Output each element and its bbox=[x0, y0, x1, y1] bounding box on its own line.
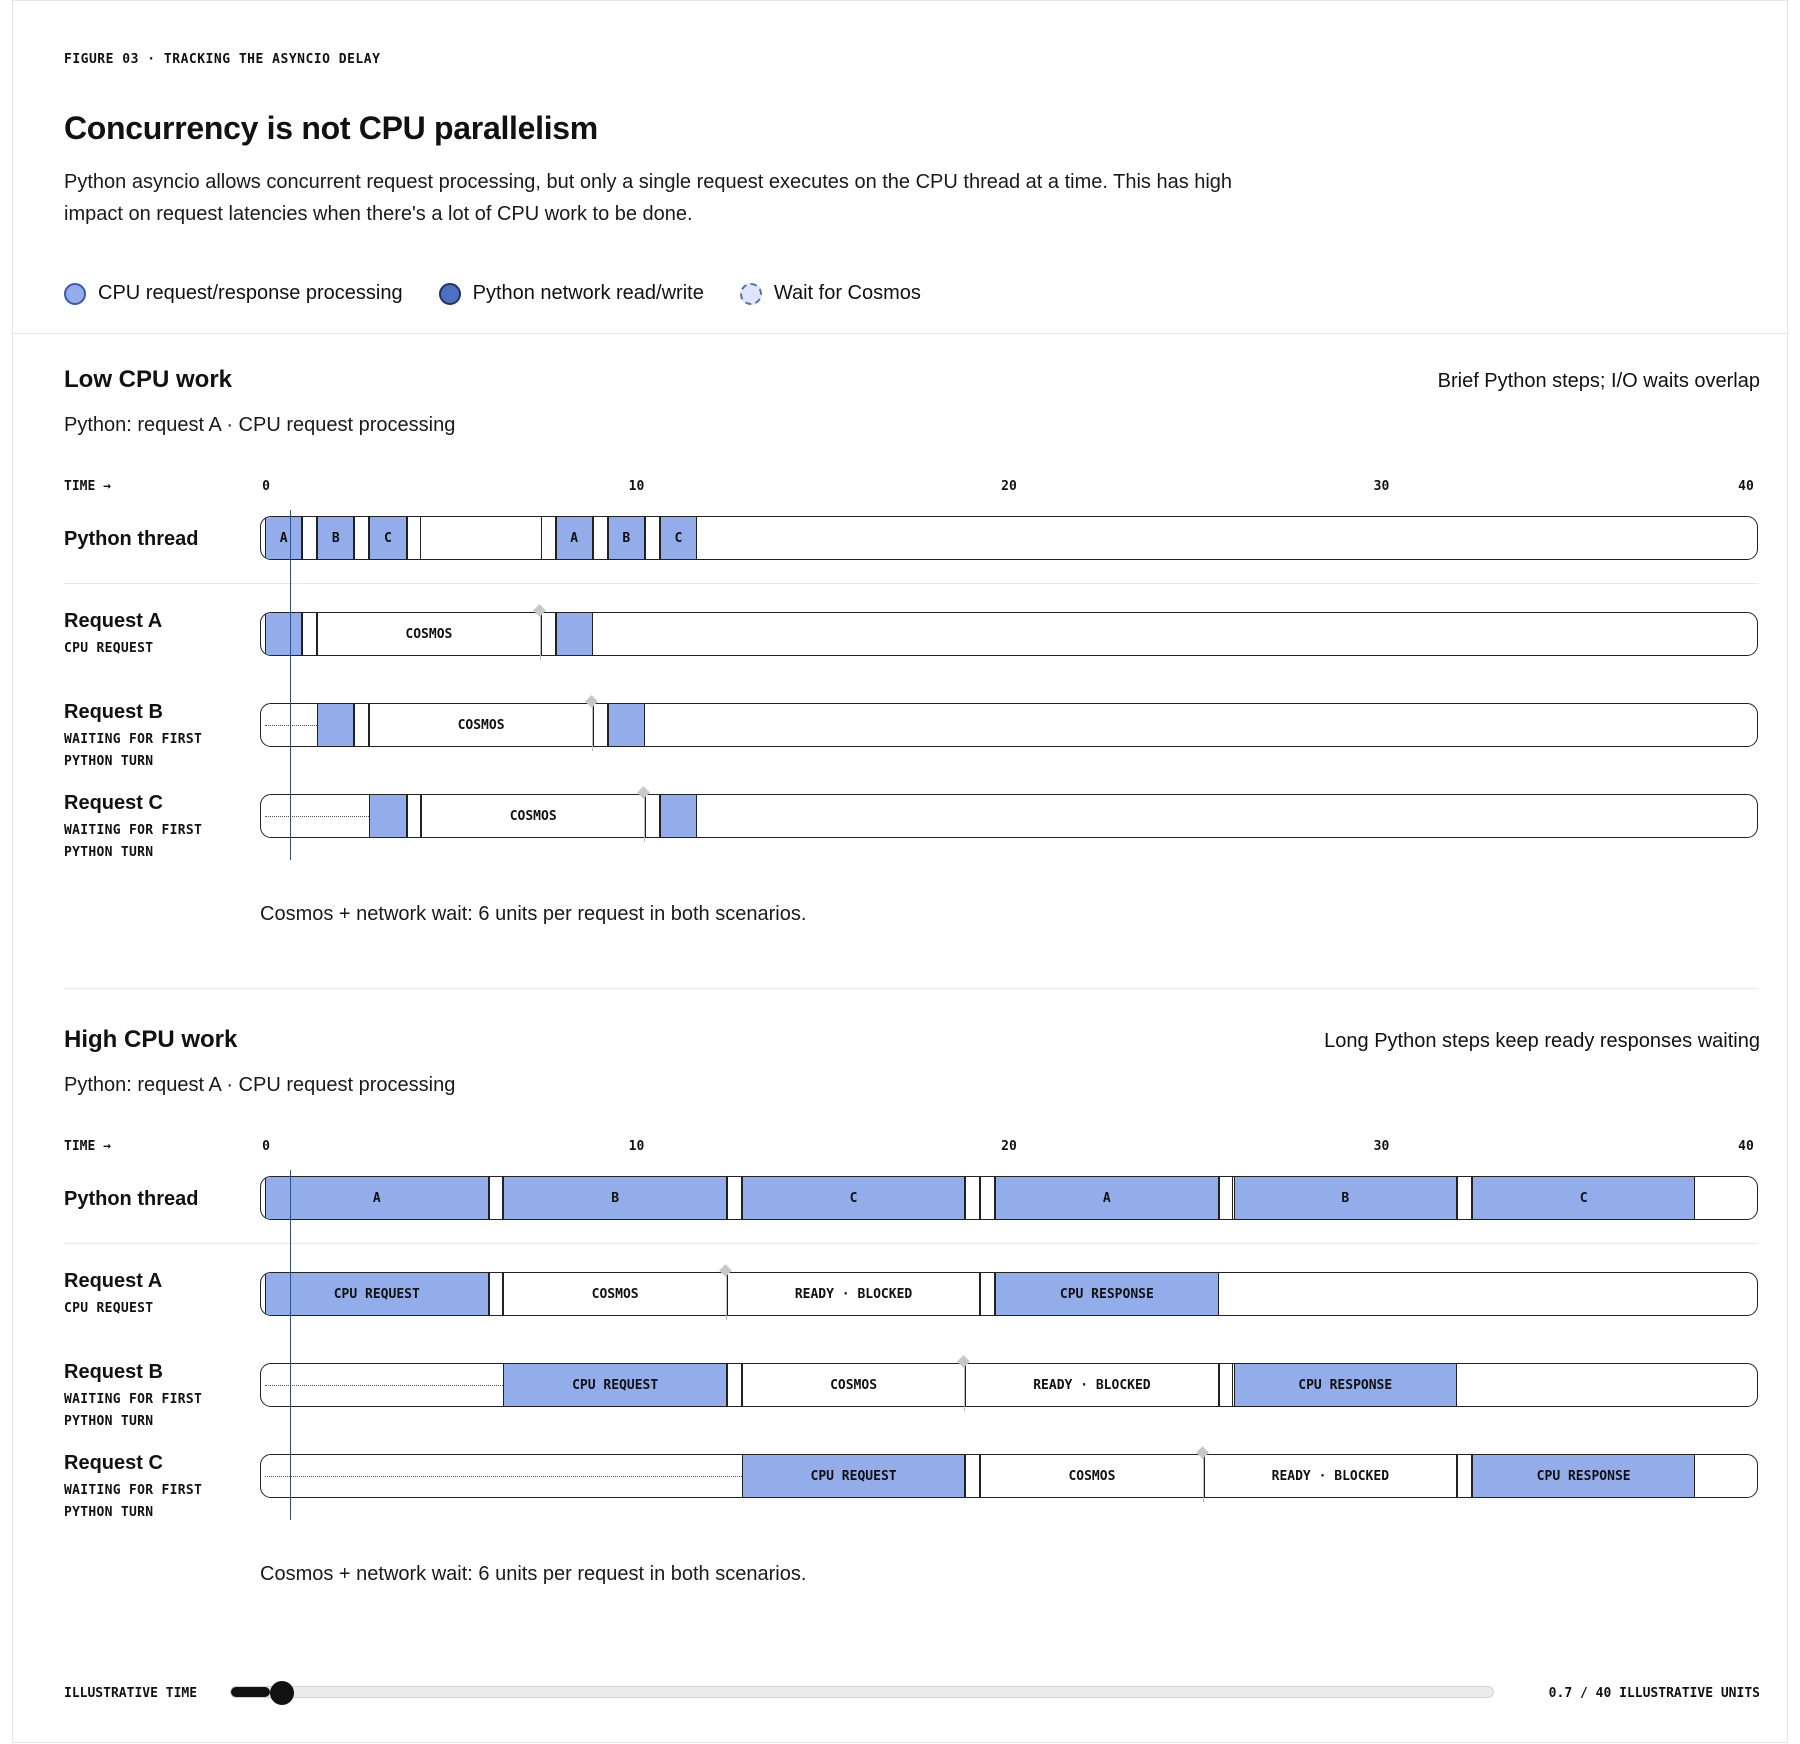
segment-wait: COSMOS bbox=[503, 1273, 727, 1315]
request-track bbox=[260, 1272, 1758, 1316]
thread-row-name: Python thread bbox=[64, 1188, 199, 1210]
legend-label-cpu: CPU request/response processing bbox=[98, 282, 403, 304]
request-row-status: WAITING FOR FIRST PYTHON TURN bbox=[64, 732, 203, 769]
request-track bbox=[260, 1363, 1758, 1407]
segment-net bbox=[645, 795, 660, 837]
queue-wait-line bbox=[265, 1385, 503, 1386]
queue-wait-line bbox=[265, 725, 317, 726]
python-thread-track bbox=[260, 1176, 1758, 1220]
legend-item-wait bbox=[740, 282, 921, 305]
segment-wait: COSMOS bbox=[317, 613, 541, 655]
segment-cpu: CPU REQUEST bbox=[503, 1364, 727, 1406]
segment-cpu: C bbox=[742, 1177, 966, 1219]
segment-net bbox=[489, 1273, 504, 1315]
segment-blocked: READY · BLOCKED bbox=[727, 1273, 980, 1315]
request-track bbox=[260, 794, 1758, 838]
segment-net bbox=[727, 1364, 742, 1406]
cpu-dot-icon bbox=[64, 283, 86, 305]
segment-cpu bbox=[660, 795, 697, 837]
request-row-name: Request B bbox=[64, 1361, 163, 1383]
thread-divider bbox=[64, 1243, 1758, 1244]
time-tick: 10 bbox=[628, 1139, 645, 1154]
segment-net bbox=[980, 1177, 995, 1219]
legend-item-network bbox=[439, 282, 704, 305]
time-axis-label: TIME → bbox=[64, 1139, 111, 1154]
response-ready-marker bbox=[540, 610, 541, 660]
current-time-cursor bbox=[290, 510, 291, 860]
request-row-name: Request A bbox=[64, 610, 163, 632]
request-track bbox=[260, 703, 1758, 747]
scenario-title: High CPU work bbox=[64, 1026, 238, 1053]
scenario-caption: Long Python steps keep ready responses waiting bbox=[1324, 1030, 1760, 1052]
segment-net bbox=[965, 1455, 980, 1497]
time-tick: 0 bbox=[262, 479, 270, 494]
network-dot-icon bbox=[439, 283, 461, 305]
segment-cpu bbox=[369, 795, 406, 837]
header-divider bbox=[13, 333, 1787, 334]
request-track bbox=[260, 1454, 1758, 1498]
segment-cpu bbox=[265, 613, 302, 655]
segment-cpu: CPU RESPONSE bbox=[1234, 1364, 1458, 1406]
segment-net bbox=[354, 704, 369, 746]
response-ready-marker bbox=[644, 792, 645, 842]
segment-cpu bbox=[556, 613, 593, 655]
request-row-name: Request C bbox=[64, 1452, 163, 1474]
request-row-name: Request A bbox=[64, 1270, 163, 1292]
intro-text: Python asyncio allows concurrent request processing, but only a single request executes on the CPU thread at a time. This has high impact on request latencies when there's a lot of CPU work to be done. bbox=[64, 171, 1233, 225]
scenario-caption: Brief Python steps; I/O waits overlap bbox=[1437, 370, 1760, 392]
segment-cpu bbox=[608, 704, 645, 746]
legend-label-wait: Wait for Cosmos bbox=[773, 282, 921, 304]
page-title: Concurrency is not CPU parallelism bbox=[64, 110, 598, 146]
request-row-name: Request B bbox=[64, 701, 163, 723]
slider-thumb[interactable] bbox=[270, 1681, 294, 1705]
segment-cpu: C bbox=[660, 517, 697, 559]
request-row-status: CPU REQUEST bbox=[64, 641, 154, 656]
segment-wait: COSMOS bbox=[980, 1455, 1204, 1497]
figure-eyebrow: FIGURE 03 · TRACKING THE ASYNCIO DELAY bbox=[64, 52, 381, 67]
response-ready-marker bbox=[726, 1270, 727, 1320]
python-thread-track bbox=[260, 516, 1758, 560]
segment-cpu: B bbox=[317, 517, 354, 559]
segment-cpu: A bbox=[265, 1177, 489, 1219]
time-tick: 30 bbox=[1373, 479, 1390, 494]
segment-net bbox=[407, 517, 422, 559]
request-row-status: WAITING FOR FIRST PYTHON TURN bbox=[64, 1483, 203, 1520]
segment-cpu bbox=[317, 704, 354, 746]
segment-cpu: CPU RESPONSE bbox=[995, 1273, 1219, 1315]
legend bbox=[64, 282, 921, 305]
segment-net bbox=[645, 517, 660, 559]
request-row-name: Request C bbox=[64, 792, 163, 814]
scenario-status: Python: request A · CPU request processing bbox=[64, 1074, 456, 1096]
current-time-cursor bbox=[290, 1170, 291, 1520]
segment-cpu: B bbox=[503, 1177, 727, 1219]
thread-row-name: Python thread bbox=[64, 528, 199, 550]
segment-net bbox=[980, 1273, 995, 1315]
segment-cpu: A bbox=[995, 1177, 1219, 1219]
time-tick: 40 bbox=[1738, 1139, 1754, 1154]
scenario-status: Python: request A · CPU request processing bbox=[64, 414, 456, 436]
segment-cpu: CPU REQUEST bbox=[742, 1455, 966, 1497]
scenario-note: Cosmos + network wait: 6 units per request in both scenarios. bbox=[260, 1563, 807, 1585]
segment-net bbox=[593, 704, 608, 746]
segment-net bbox=[1219, 1177, 1234, 1219]
segment-net bbox=[1457, 1177, 1472, 1219]
queue-wait-line bbox=[265, 816, 369, 817]
scenario-title: Low CPU work bbox=[64, 366, 233, 393]
segment-cpu: C bbox=[369, 517, 406, 559]
wait-dot-icon bbox=[740, 283, 762, 305]
thread-divider bbox=[64, 583, 1758, 584]
segment-blocked: READY · BLOCKED bbox=[1204, 1455, 1457, 1497]
time-tick: 10 bbox=[628, 479, 645, 494]
response-ready-marker bbox=[592, 701, 593, 751]
scenario-note: Cosmos + network wait: 6 units per request in both scenarios. bbox=[260, 903, 807, 925]
segment-blocked: READY · BLOCKED bbox=[965, 1364, 1218, 1406]
time-tick: 40 bbox=[1738, 479, 1754, 494]
request-row-status: CPU REQUEST bbox=[64, 1301, 154, 1316]
segment-cpu: C bbox=[1472, 1177, 1696, 1219]
slider-fill bbox=[231, 1687, 270, 1697]
section-divider bbox=[64, 988, 1758, 989]
segment-net bbox=[302, 517, 317, 559]
segment-net bbox=[489, 1177, 504, 1219]
segment-net bbox=[593, 517, 608, 559]
segment-cpu: A bbox=[265, 517, 302, 559]
slider-label: ILLUSTRATIVE TIME bbox=[64, 1686, 198, 1701]
segment-net bbox=[407, 795, 422, 837]
segment-cpu: CPU RESPONSE bbox=[1472, 1455, 1696, 1497]
time-tick: 0 bbox=[262, 1139, 270, 1154]
segment-cpu: B bbox=[1234, 1177, 1458, 1219]
segment-wait: COSMOS bbox=[421, 795, 645, 837]
segment-net bbox=[965, 1177, 980, 1219]
request-row-status: WAITING FOR FIRST PYTHON TURN bbox=[64, 1392, 203, 1429]
segment-cpu: CPU REQUEST bbox=[265, 1273, 489, 1315]
time-tick: 20 bbox=[1001, 479, 1017, 494]
response-ready-marker bbox=[964, 1361, 965, 1411]
response-ready-marker bbox=[1203, 1452, 1204, 1502]
time-axis-label: TIME → bbox=[64, 479, 111, 494]
legend-label-network: Python network read/write bbox=[472, 282, 704, 304]
request-row-status: WAITING FOR FIRST PYTHON TURN bbox=[64, 823, 203, 860]
segment-net bbox=[354, 517, 369, 559]
request-track bbox=[260, 612, 1758, 656]
segment-cpu: B bbox=[608, 517, 645, 559]
segment-net bbox=[541, 517, 556, 559]
legend-item-cpu bbox=[64, 282, 403, 305]
time-slider[interactable] bbox=[230, 1686, 1494, 1698]
segment-net bbox=[1219, 1364, 1234, 1406]
segment-net bbox=[1457, 1455, 1472, 1497]
segment-net bbox=[541, 613, 556, 655]
segment-wait: COSMOS bbox=[742, 1364, 966, 1406]
segment-cpu: A bbox=[556, 517, 593, 559]
segment-net bbox=[302, 613, 317, 655]
time-tick: 20 bbox=[1001, 1139, 1017, 1154]
segment-net bbox=[727, 1177, 742, 1219]
segment-wait: COSMOS bbox=[369, 704, 593, 746]
slider-value: 0.7 / 40 ILLUSTRATIVE UNITS bbox=[1548, 1686, 1760, 1701]
queue-wait-line bbox=[265, 1476, 742, 1477]
time-tick: 30 bbox=[1373, 1139, 1390, 1154]
